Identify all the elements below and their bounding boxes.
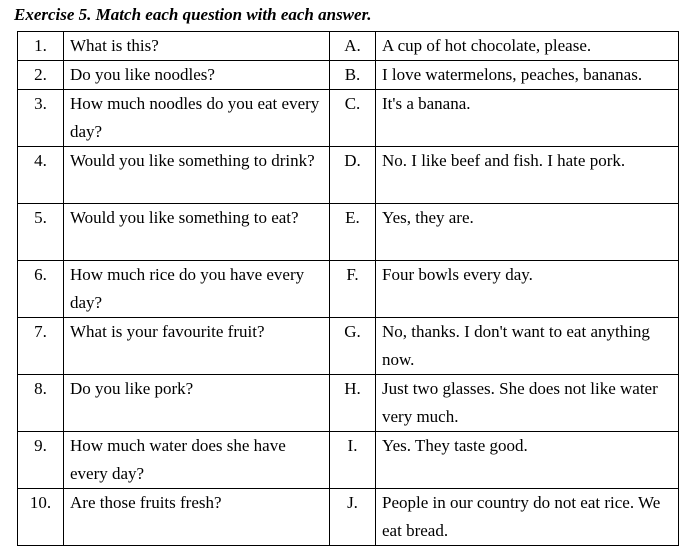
- answer-text: I love watermelons, peaches, bananas.: [376, 61, 679, 90]
- question-text: How much noodles do you eat every day?: [64, 90, 330, 147]
- table-row: [18, 32, 679, 61]
- answer-letter: C.: [330, 90, 376, 147]
- question-number: 9.: [18, 432, 64, 489]
- question-text: Would you like something to drink?: [64, 147, 330, 204]
- question-text: Would you like something to eat?: [64, 204, 330, 261]
- answer-text: Yes. They taste good.: [376, 432, 679, 489]
- answer-letter: A.: [330, 32, 376, 61]
- exercise-title: Exercise 5. Match each question with each answer.: [14, 5, 372, 24]
- answer-text: Four bowls every day.: [376, 261, 679, 318]
- answer-letter: I.: [330, 432, 376, 489]
- question-number: 6.: [18, 261, 64, 318]
- question-number: 1.: [18, 32, 64, 61]
- answer-text: Just two glasses. She does not like water very much.: [376, 375, 679, 432]
- answer-text: No, thanks. I don't want to eat anything now.: [376, 318, 679, 375]
- table-row: [18, 61, 679, 90]
- question-number: 5.: [18, 204, 64, 261]
- question-text: Are those fruits fresh?: [64, 489, 330, 546]
- table-row: [18, 147, 679, 204]
- answer-text: A cup of hot chocolate, please.: [376, 32, 679, 61]
- matching-table: [17, 31, 679, 546]
- answer-letter: F.: [330, 261, 376, 318]
- answer-letter: B.: [330, 61, 376, 90]
- answer-text: People in our country do not eat rice. We eat bread.: [376, 489, 679, 546]
- answer-text: Yes, they are.: [376, 204, 679, 261]
- question-number: 10.: [18, 489, 64, 546]
- question-text: Do you like noodles?: [64, 61, 330, 90]
- answer-letter: D.: [330, 147, 376, 204]
- table-row: [18, 261, 679, 318]
- table-row: [18, 375, 679, 432]
- question-number: 3.: [18, 90, 64, 147]
- answer-text: No. I like beef and fish. I hate pork.: [376, 147, 679, 204]
- question-text: What is this?: [64, 32, 330, 61]
- answer-letter: J.: [330, 489, 376, 546]
- question-text: How much rice do you have every day?: [64, 261, 330, 318]
- question-text: What is your favourite fruit?: [64, 318, 330, 375]
- table-row: [18, 318, 679, 375]
- table-row: [18, 90, 679, 147]
- table-row: [18, 489, 679, 546]
- question-text: How much water does she have every day?: [64, 432, 330, 489]
- question-number: 7.: [18, 318, 64, 375]
- table-row: [18, 432, 679, 489]
- question-number: 8.: [18, 375, 64, 432]
- table-row: [18, 204, 679, 261]
- answer-text: It's a banana.: [376, 90, 679, 147]
- question-text: Do you like pork?: [64, 375, 330, 432]
- answer-letter: E.: [330, 204, 376, 261]
- question-number: 4.: [18, 147, 64, 204]
- question-number: 2.: [18, 61, 64, 90]
- answer-letter: H.: [330, 375, 376, 432]
- answer-letter: G.: [330, 318, 376, 375]
